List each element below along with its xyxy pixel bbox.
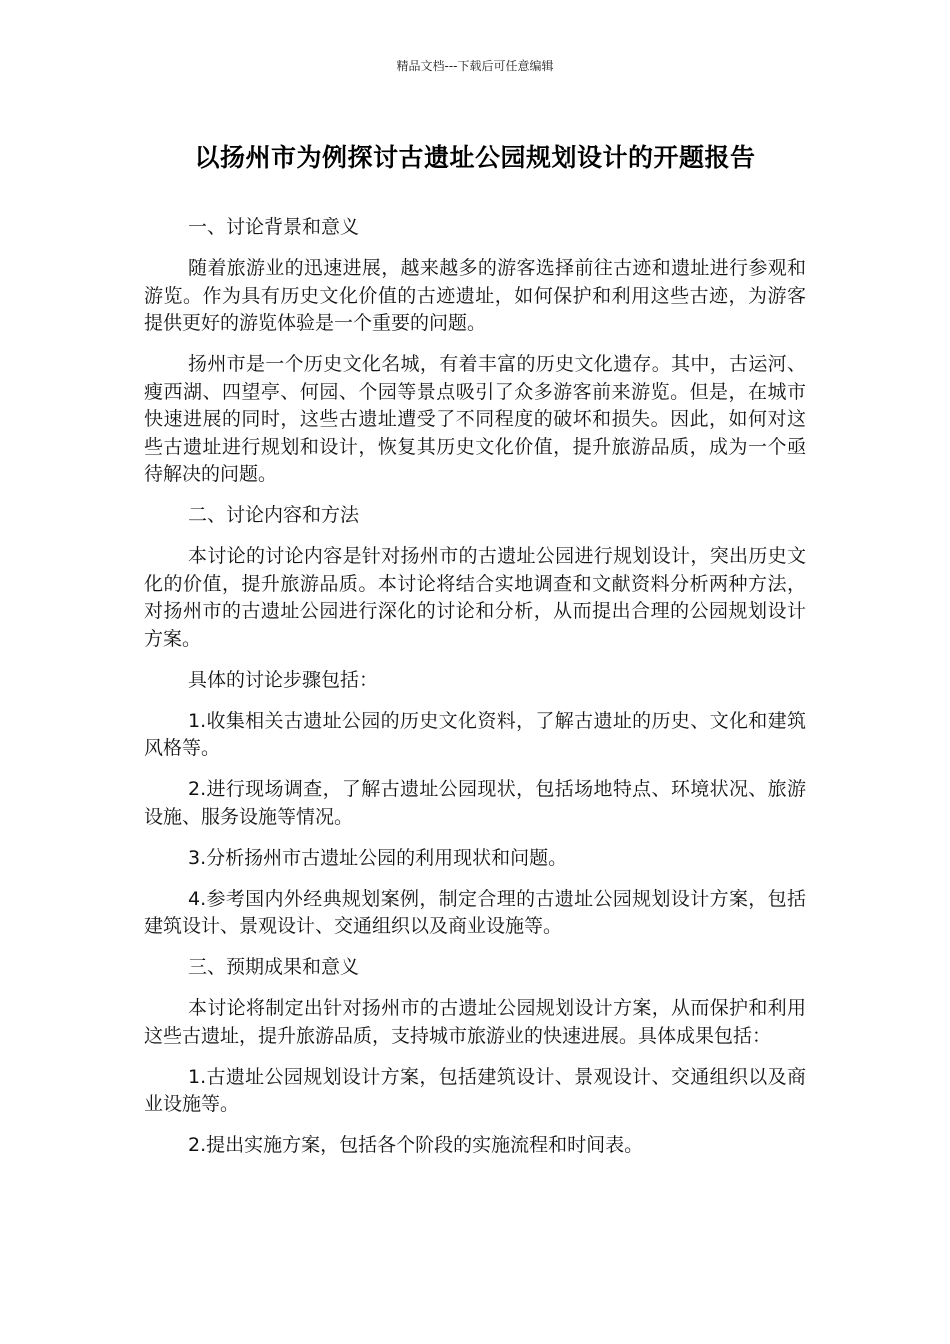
paragraph: 本讨论的讨论内容是针对扬州市的古遗址公园进行规划设计，突出历史文化的价值，提升旅游品质。本讨论将结合实地调查和文献资料分析两种方法，对扬州市的古遗址公园进行深化的讨论和分析，从而提出合理的公园规划设计方案。 — [144, 545, 806, 650]
document-title: 以扬州市为例探讨古遗址公园规划设计的开题报告 — [194, 143, 756, 172]
section-heading-content-methods: 二、讨论内容和方法 — [188, 504, 360, 526]
section-heading-expected-results: 三、预期成果和意义 — [188, 956, 360, 978]
list-item: 1.收集相关古遗址公园的历史文化资料，了解古遗址的历史、文化和建筑风格等。 — [144, 709, 806, 759]
section-heading-background: 一、讨论背景和意义 — [188, 216, 360, 238]
paragraph: 本讨论将制定出针对扬州市的古遗址公园规划设计方案，从而保护和利用这些古遗址，提升旅游品质，支持城市旅游业的快速进展。具体成果包括： — [144, 997, 806, 1047]
document-body — [144, 214, 806, 1173]
paragraph: 随着旅游业的迅速进展，越来越多的游客选择前往古迹和遗址进行参观和游览。作为具有历史文化价值的古迹遗址，如何保护和利用这些古迹，为游客提供更好的游览体验是一个重要的问题。 — [144, 257, 806, 334]
list-item: 2.提出实施方案，包括各个阶段的实施流程和时间表。 — [188, 1134, 644, 1156]
list-item: 4.参考国内外经典规划案例，制定合理的古遗址公园规划设计方案，包括建筑设计、景观设计、交通组织以及商业设施等。 — [144, 887, 806, 937]
list-item: 1.古遗址公园规划设计方案，包括建筑设计、景观设计、交通组织以及商业设施等。 — [144, 1065, 806, 1115]
header-note: 精品文档---下载后可任意编辑 — [396, 59, 554, 73]
list-item: 2.进行现场调查，了解古遗址公园现状，包括场地特点、环境状况、旅游设施、服务设施等情况。 — [144, 778, 806, 828]
paragraph: 具体的讨论步骤包括： — [188, 668, 379, 691]
paragraph: 扬州市是一个历史文化名城，有着丰富的历史文化遗存。其中，古运河、瘦西湖、四望亭、何园、个园等景点吸引了众多游客前来游览。但是，在城市快速进展的同时，这些古遗址遭受了不同程度的破坏和损失。因此，如何对这些古遗址进行规划和设计，恢复其历史文化价值，提升旅游品质，成为一个亟待解决的问题。 — [144, 353, 806, 485]
list-item: 3.分析扬州市古遗址公园的利用现状和问题。 — [188, 846, 568, 869]
